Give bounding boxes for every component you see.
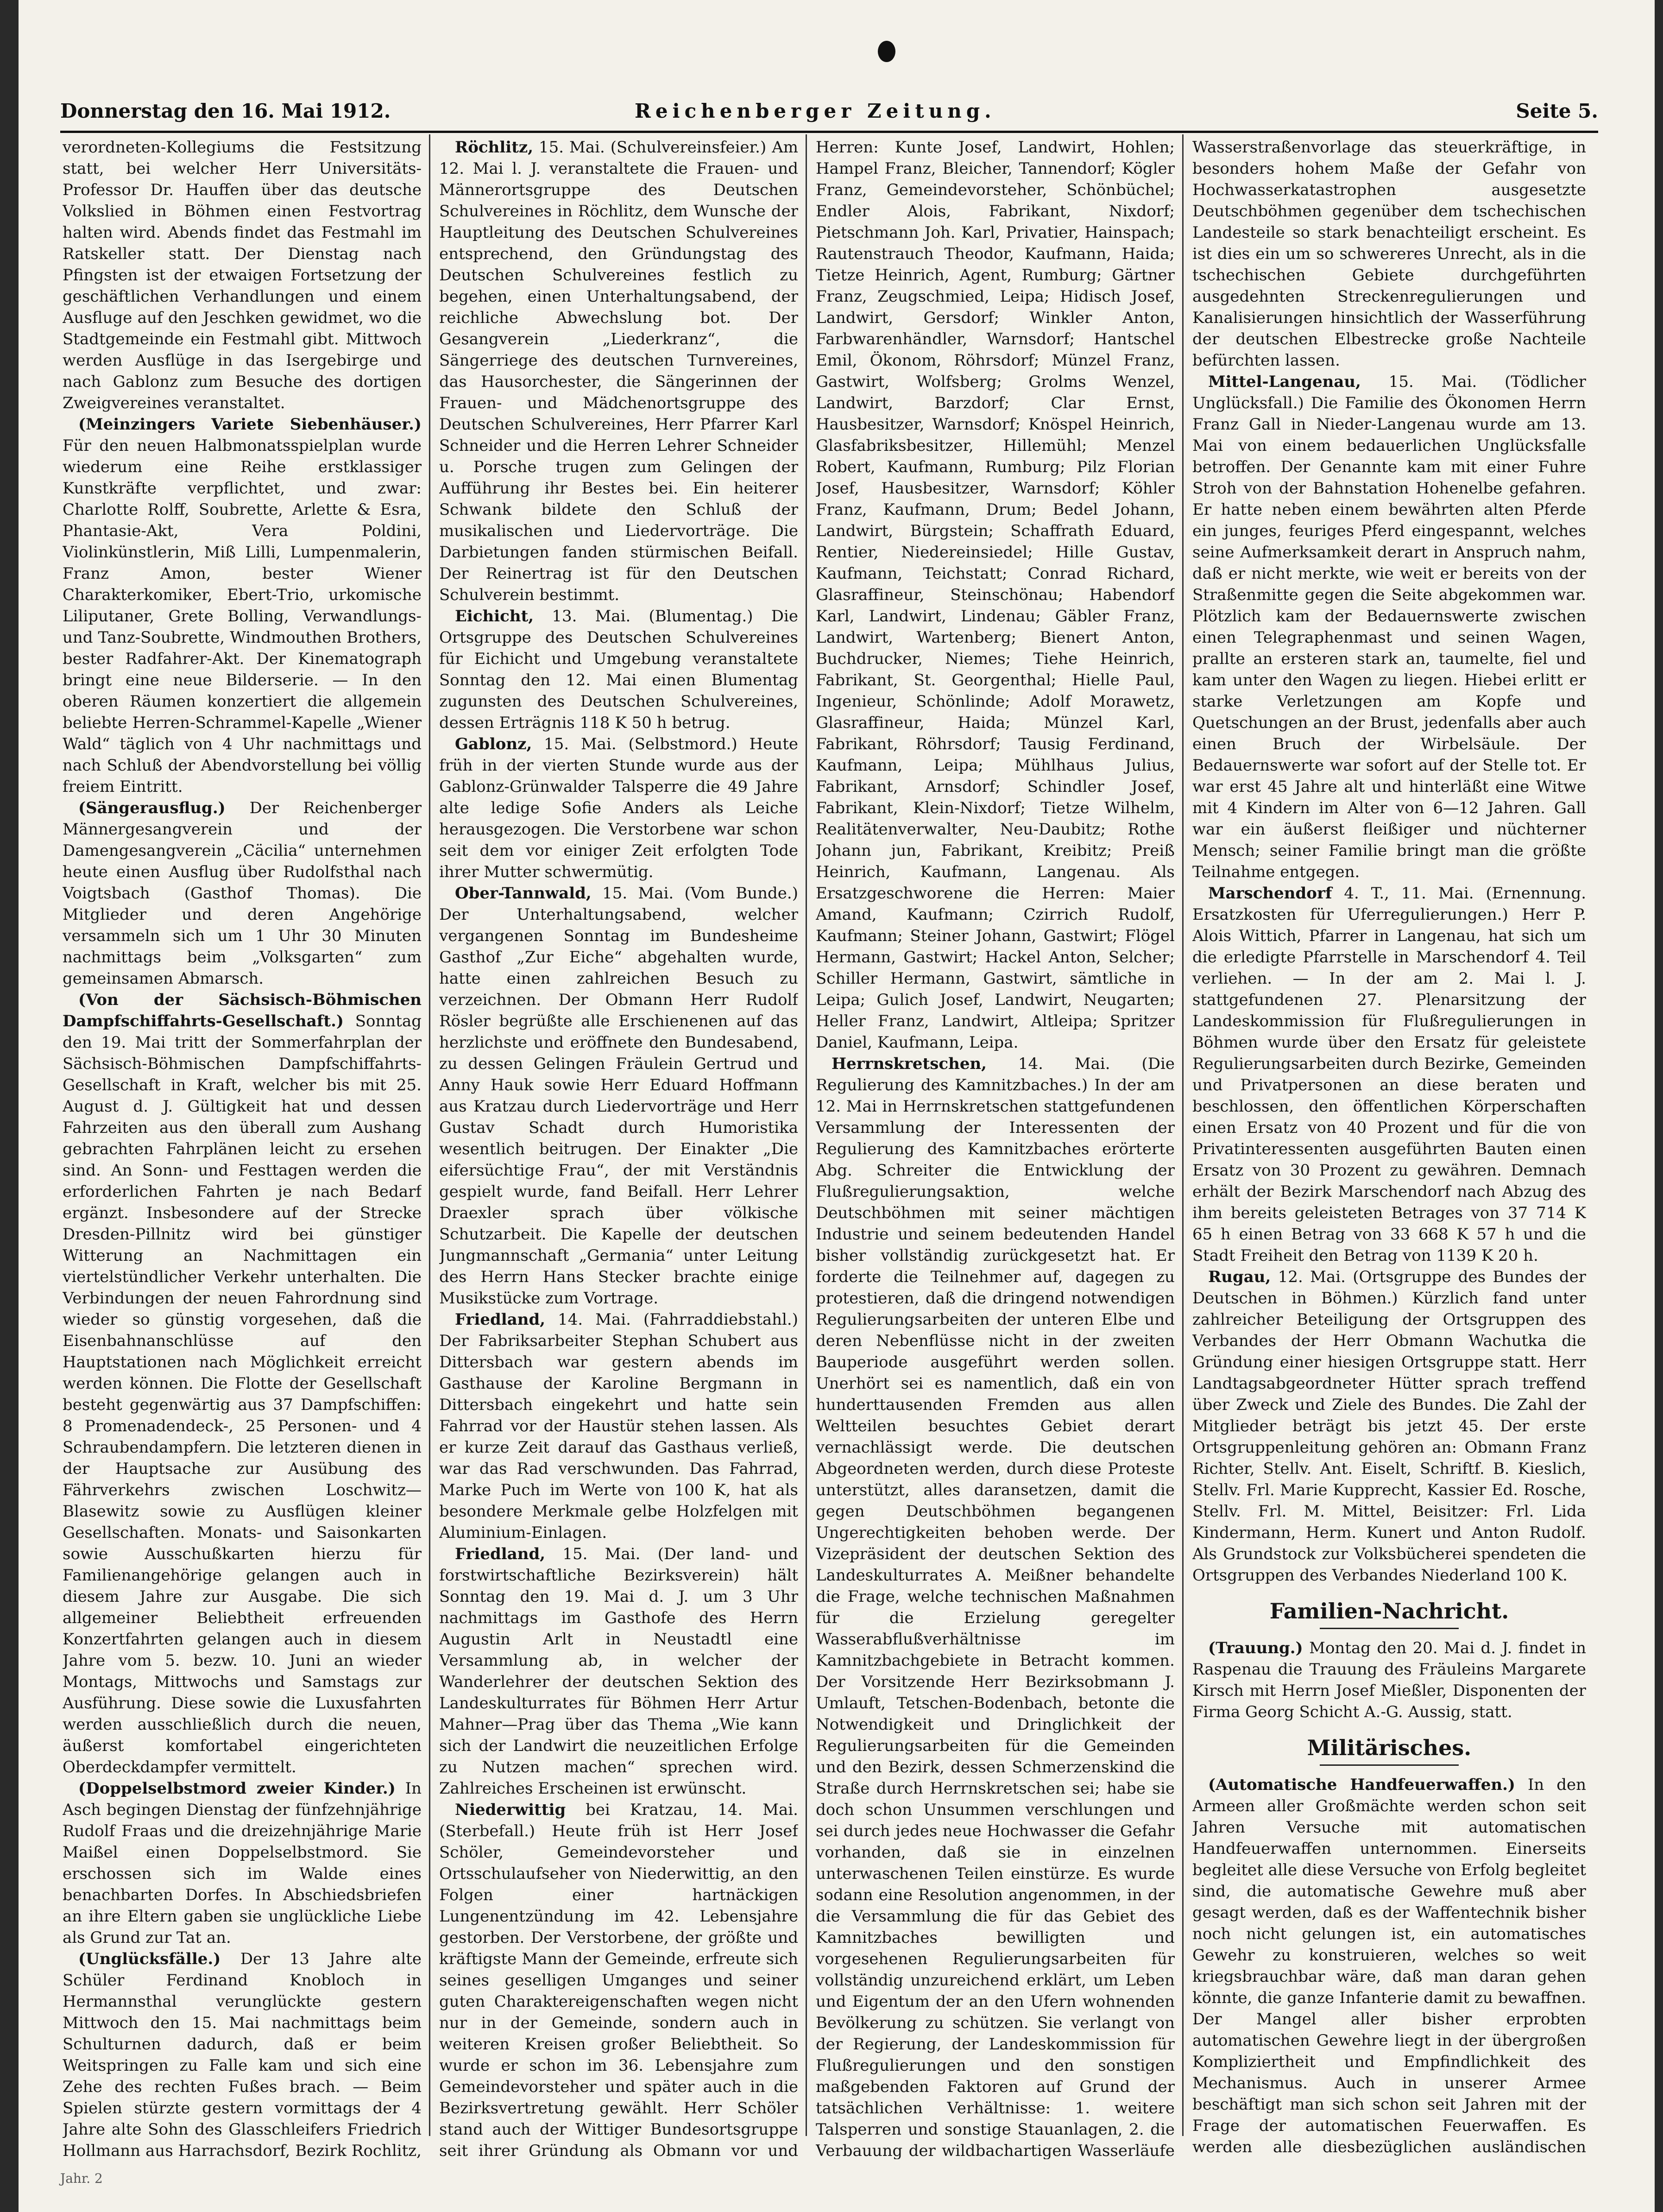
column-2 xyxy=(439,137,798,2159)
article-text: 14. Mai. (Die Regulierung des Kamnitzbaches.) In der am 12. Mai in Herrnskretschen stattgefundenen Versammlung der Interessenten der Regulierung des Kamnitzbaches erörterte Abg. Schreiter die Entwicklung der Flußregulierungsaktion, welche Deutschböhmen mit seiner mächtigen Industrie und seinem bedeutenden Handel bisher vollständig zurückgesetzt hat. Er forderte die Teilnehmer auf, dagegen zu protestieren, daß die dringend notwendigen Regulierungsarbeiten der unteren Elbe und deren Nebenflüsse nicht in der zweiten Bauperiode ausgeführt werden sollen. Unerhört sei es namentlich, daß ein von hunderttausenden Fremden aus allen Weltteilen besuchtes Gebiet derart vernachlässigt werde. Die deutschen Abgeordneten werden, durch diese Proteste unterstützt, alles daransetzen, damit die gegen Deutschböhmen begangenen Ungerechtigkeiten behoben werde. Der Vizepräsident der deutschen Sektion des Landeskulturrates A. Meißner behandelte die Frage, welche technischen Maßnahmen für die Erzielung geregelter Wasserabflußverhältnisse im Kamnitzbachgebiete in Betracht kommen. Der Vorsitzende Herr Bezirksobmann J. Umlauft, Tetschen-Bodenbach, betonte die Notwendigkeit und Dringlichkeit der Regulierungsarbeiten für die Gemeinden und den Bezirk, dessen Schmerzenskind die Straße durch Herrnskretschen sei; habe sie doch schon Unsummen verschlungen und sei durch jedes neue Hochwasser die Gefahr vorhanden, daß sie in einzelnen unterwaschenen Teilen einstürze. Es wurde sodann eine Resolution angenommen, in der die Versammlung die für das Gebiet des Kamnitzbaches bewilligten und vorgesehenen Regulierungsarbeiten für vollständig unzureichend erklärt, um Leben und Eigentum der an den Ufern wohnenden Bevölkerung zu schützen. Sie verlangt von der Regierung, der Landeskommission für Flußregulierungen und den sonstigen maßgebenden Faktoren auf Grund der tatsächlichen Verhältnisse: 1. weitere Talsperren und sonstige Stauanlagen, 2. die Verbauung der wildbachartigen Wasserläufe xyxy=(816,1055,1175,2159)
article xyxy=(439,1309,798,1543)
column-separator xyxy=(806,134,807,2136)
article-text: 12. Mai. (Ortsgruppe des Bundes der Deutschen in Böhmen.) Kürzlich fand unter zahlreicher Beteiligung der Ortsgruppen des Verbandes der Herr Obmann Wachutka die Gründung einer hiesigen Ortsgruppe statt. Herr Landtagsabgeordneter Hütter sprach treffend über Zweck und Ziele des Bundes. Die Zahl der Mitglieder beträgt bis jetzt 45. Der erste Ortsgruppenleitung gehören an: Obmann Franz Richter, Stellv. Ant. Eiselt, Schriftf. B. Kieslich, Stellv. Frl. Marie Kupprecht, Kassier Ed. Rosche, Stellv. Frl. M. Mittel, Beisitzer: Frl. Lida Kindermann, Herm. Kunert und Anton Rudolf. Als Grundstock zur Volksbücherei spendeten die Ortsgruppen des Verbandes Niederland 100 K. xyxy=(1192,1268,1586,1585)
section-heading-family: Familien-Nachricht. xyxy=(1192,1598,1586,1629)
article-title: (Meinzingers Variete Siebenhäuser.) xyxy=(78,415,422,434)
scan-left-edge xyxy=(0,0,19,2212)
article-text: In Asch begingen Dienstag der fünfzehnjährige Rudolf Fraas und die dreizehnjährige Marie Maißel einen Doppelselbstmord. Sie erschossen sich im Walde eines benachbarten Dorfes. In Abschiedsbriefen an ihre Eltern gaben sie unglückliche Liebe als Grund zur Tat an. xyxy=(63,1779,422,1947)
article-title: Niederwittig xyxy=(455,1801,566,1819)
article xyxy=(439,883,798,1309)
article-text: Für den neuen Halbmonatsspielplan wurde wiederum eine Reihe erstklassiger Kunstkräfte verpflichtet, und zwar: Charlotte Rolff, Soubrette, Arlette & Esra, Phantasie-Akt, Vera Poldini, Violinkünstlerin, Miß Lilli, Lumpenmalerin, Franz Amon, bester Wiener Charakterkomiker, Ebert-Trio, urkomische Liliputaner, Grete Bolling, Verwandlungs- und Tanz-Soubrette, Windmouthen Brothers, bester Radfahrer-Akt. Der Kinematograph bringt eine neue Bilderserie. — In den oberen Räumen konzertiert die allgemein beliebte Herren-Schrammel-Kapelle „Wiener Wald“ täglich von 4 Uhr nachmittags und nach Schluß der Abendvorstellung bei völlig freiem Eintritt. xyxy=(63,436,422,796)
article-title: (Unglücksfälle.) xyxy=(78,1950,221,1968)
article xyxy=(63,1778,422,1948)
column-4-articles xyxy=(1192,137,1586,1586)
article-title: Ober-Tannwald, xyxy=(455,884,592,903)
section-heading-military: Militärisches. xyxy=(1192,1735,1586,1766)
page-header xyxy=(60,100,1598,132)
column-separator xyxy=(1182,134,1184,2136)
section-rule xyxy=(1320,1764,1459,1766)
article-title: (Von der Sächsisch-Böhmischen Dampfschiffahrts-Gesellschaft.) xyxy=(63,991,422,1030)
column-4 xyxy=(1192,137,1586,2159)
article-title: Gablonz, xyxy=(455,735,532,753)
article xyxy=(439,733,798,883)
article-text: Wasserstraßenvorlage das steuerkräftige, in besonders hohem Maße der Gefahr von Hochwasserkatastrophen ausgesetzte Deutschböhmen gegenüber dem tschechischen Landesteile so stark benachteiligt erscheint. Es ist dies ein um so schwereres Unrecht, als in die tschechischen Gebiete durchgeführten ausgedehnten Streckenregulierungen und Kanalisierungen hinsichtlich der Wasserführung der deutschen Elbestrecke große Nachteile befürchten lassen. xyxy=(1192,138,1586,370)
article-title: Marschendorf xyxy=(1208,884,1332,903)
article-text: verordneten-Kollegiums die Festsitzung statt, bei welcher Herr Universitäts-Professor Dr. Hauffen über das deutsche Volkslied in Böhmen einen Festvortrag halten wird. Abends findet das Festmahl im Ratskeller statt. Der Dienstag nach Pfingsten ist der etwaigen Fortsetzung der geschäftlichen Verhandlungen und einem Ausfluge auf den Jeschken gewidmet, wo die Stadtgemeinde ein Festmahl gibt. Mittwoch werden Ausflüge in das Isergebirge und nach Gablonz zum Besuche des dortigen Zweigvereines veranstaltet. xyxy=(63,138,422,412)
article-title: Friedland, xyxy=(455,1545,546,1563)
article-text: 4. T., 11. Mai. (Ernennung. Ersatzkosten für Uferregulierungen.) Herr P. Alois Wittich, Pfarrer in Langenau, hat sich um die erledigte Pfarrstelle in Marschendorf 4. Teil verliehen. — In der am 2. Mai l. J. stattgefundenen 27. Plenarsitzung der Landeskommission für Flußregulierungen in Böhmen wurde über den Ersatz für geleistete Regulierungsarbeiten durch Bezirke, Gemeinden und Privatpersonen an diese beraten und beschlossen, den öffentlichen Körperschaften einen Ersatz von 40 Prozent und für die von Privatinteressenten ausgeführten Bauten einen Ersatz von 30 Prozent zu gewähren. Demnach erhält der Bezirk Marschendorf nach Abzug des ihm bereits geleisteten Betrages von 37 714 K 65 h einen Betrag von 33 668 K 57 h und die Stadt Freiheit den Betrag von 1139 K 20 h. xyxy=(1192,884,1586,1265)
article xyxy=(1192,137,1586,371)
article-text: Der Reichenberger Männergesangverein und der Damengesangverein „Cäcilia“ unternehmen heute einen Ausflug über Rudolfsthal nach Voigtsbach (Gasthof Thomas). Die Mitglieder und deren Angehörige versammeln sich um 1 Uhr 30 Minuten nachmittags beim „Volksgarten“ zum gemeinsamen Abmarsch. xyxy=(63,799,422,988)
article-title: Rugau, xyxy=(1208,1268,1271,1286)
article xyxy=(1192,371,1586,883)
article xyxy=(63,797,422,989)
article-text: 13. Mai. (Blumentag.) Die Ortsgruppe des Deutschen Schulvereines für Eichicht und Umgebung veranstaltete Sonntag den 12. Mai einen Blumentag zugunsten des Deutschen Schulvereines, dessen Erträgnis 118 K 50 h betrug. xyxy=(439,607,798,732)
article xyxy=(439,1543,798,1799)
newspaper-title: Reichenberger Zeitung. xyxy=(635,100,996,122)
article-title: (Doppelselbstmord zweier Kinder.) xyxy=(78,1779,396,1798)
article xyxy=(63,1948,422,2159)
article-title: (Automatische Handfeuerwaffen.) xyxy=(1208,1776,1516,1794)
article-title: Herrnskretschen, xyxy=(832,1055,987,1073)
article xyxy=(63,414,422,797)
article-text: 15. Mai. (Der land- und forstwirtschaftliche Bezirksverein) hält Sonntag den 19. Mai d. J. um 3 Uhr nachmittags im Gasthofe des Herrn Augustin Arlt in Neustadtl eine Versammlung ab, in welcher der Wanderlehrer der deutschen Sektion des Landeskulturrates für Böhmen Herr Artur Mahner—Prag über das Thema „Wie kann sich der Landwirt die neuzeitlichen Erfolge zu Nutzen machen“ sprechen wird. Zahlreiches Erscheinen ist erwünscht. xyxy=(439,1545,798,1798)
article-title: (Trauung.) xyxy=(1208,1639,1303,1657)
column-separator xyxy=(429,134,430,2136)
article xyxy=(439,137,798,606)
section-rule xyxy=(1320,1628,1459,1629)
article-text: Herren: Kunte Josef, Landwirt, Hohlen; Hampel Franz, Bleicher, Tannendorf; Kögler Franz, Gemeindevorsteher, Schönbüchel; Endler Alois, Fabrikant, Nixdorf; Pietschmann Joh. Karl, Privatier, Hainspach; Rautenstrauch Theodor, Kaufmann, Haida; Tietze Heinrich, Agent, Rumburg; Gärtner Franz, Zeugschmied, Leipa; Hidisch Josef, Landwirt, Gersdorf; Winkler Anton, Farbwarenhändler, Warnsdorf; Hantschel Emil, Ökonom, Röhrsdorf; Münzel Franz, Gastwirt, Wolfsberg; Grolms Wenzel, Landwirt, Barzdorf; Clar Ernst, Hausbesitzer, Warnsdorf; Knöspel Heinrich, Glasfabriksbesitzer, Hillemühl; Menzel Robert, Kaufmann, Rumburg; Pilz Florian Josef, Hausbesitzer, Warnsdorf; Köhler Franz, Kaufmann, Drum; Bedel Johann, Landwirt, Bürgstein; Schaffrath Eduard, Rentier, Niedereinsiedel; Hille Gustav, Kaufmann, Teichstatt; Conrad Richard, Glasraffineur, Steinschönau; Habendorf Karl, Landwirt, Lindenau; Gäbler Franz, Landwirt, Wartenberg; Bienert Anton, Buchdrucker, Niemes; Tiehe Heinrich, Fabrikant, St. Georgenthal; Hielle Paul, Ingenieur, Schönlinde; Adolf Morawetz, Glasraffineur, Haida; Münzel Karl, Fabrikant, Röhrsdorf; Tausig Ferdinand, Kaufmann, Leipa; Mühlhaus Julius, Fabrikant, Arnsdorf; Schindler Josef, Fabrikant, Klein-Nixdorf; Tietze Wilhelm, Realitätenverwalter, Neu-Daubitz; Rothe Johann jun, Fabrikant, Kreibitz; Preiß Heinrich, Kaufmann, Langenau. Als Ersatzgeschworene die Herren: Maier Amand, Kaufmann; Czirrich Rudolf, Kaufmann; Steiner Johann, Gastwirt; Flögel Hermann, Gastwirt; Hackel Anton, Selcher; Schiller Hermann, Gastwirt, sämtliche in Leipa; Gulich Josef, Landwirt, Neugarten; Heller Franz, Landwirt, Altleipa; Spritzer Daniel, Kaufmann, Leipa. xyxy=(816,138,1175,1052)
article xyxy=(63,137,422,414)
article xyxy=(1192,883,1586,1266)
article-title: Röchlitz, xyxy=(455,138,534,157)
article-text: Sonntag den 19. Mai tritt der Sommerfahrplan der Sächsisch-Böhmischen Dampfschiffahrts-Gesellschaft in Kraft, welcher bis mit 25. August d. J. Gültigkeit hat und dessen Fahrzeiten aus den überall zum Aushang gebrachten Fahrplänen leicht zu ersehen sind. An Sonn- und Festtagen werden die erforderlichen Fahrten je nach Bedarf ergänzt. Insbesondere auf der Strecke Dresden-Pillnitz wird bei günstiger Witterung an Nachmittagen ein viertelstündlicher Verkehr unterhalten. Die Verbindungen der neuen Fahrordnung sind wieder so günstig vorgesehen, daß die Eisenbahnanschlüsse auf den Hauptstationen nach Möglichkeit erreicht werden können. Die Flotte der Gesellschaft besteht gegenwärtig aus 37 Dampfschiffen: 8 Promenadendeck-, 25 Personen- und 4 Schraubendampfern. Die letzteren dienen in der Hauptsache zur Ausübung des Fährverkehrs zwischen Loschwitz—Blasewitz sowie zu Ausflügen kleiner Gesellschaften. Monats- und Saisonkarten sowie Ausschußkarten hierzu für Familienangehörige gelangen auch in diesem Jahre zur Ausgabe. Die sich allgemeiner Beliebtheit erfreuenden Konzertfahrten gelangen auch in diesem Jahre vom 5. bezw. 10. Juni an wieder Montags, Mittwochs und Samstags zur Ausführung. Diese sowie die Luxusfahrten werden ausschließlich durch die neuen, äußerst komfortabel eingerichteten Oberdeckdampfer vermittelt. xyxy=(63,1012,422,1776)
article-text: Der 13 Jahre alte Schüler Ferdinand Knobloch in Hermannsthal verunglückte gestern Mittwoch den 15. Mai nachmittags beim Schulturnen dadurch, daß er beim Weitspringen zu Falle kam und sich eine Zehe des rechten Fußes brach. — Beim Spielen stürzte gestern vormittags der 4 Jahre alte Sohn des Glasschleifers Friedrich Hollmann aus Harrachsdorf, Bezirk Rochlitz, xyxy=(63,1950,422,2159)
article-military xyxy=(1192,1774,1586,2159)
article xyxy=(63,989,422,1778)
page-footer: Jahr. 2 xyxy=(60,2171,103,2186)
article-text: 15. Mai. (Selbstmord.) Heute früh in der vierten Stunde wurde aus der Gablonz-Grünwalder Talsperre die 49 Jahre alte ledige Sofie Anders als Leiche herausgezogen. Die Verstorbene war schon seit dem vor einiger Zeit erfolgten Tode ihrer Mutter schwermütig. xyxy=(439,735,798,881)
article-text: 15. Mai. (Tödlicher Unglücksfall.) Die Familie des Ökonomen Herrn Franz Gall in Nieder-Langenau wurde am 13. Mai von einem bedauerlichen Unglücksfalle betroffen. Der Genannte kam mit einer Fuhre Stroh von der Bahnstation Hohenelbe gefahren. Er hatte neben einem bewährten alten Pferde ein junges, feuriges Pferd eingespannt, welches seine Aufmerksamkeit derart in Anspruch nahm, daß er nicht merkte, wie weit er bereits von der Straßenmitte gegen die Seite abgekommen war. Plötzlich kam der Bedauernswerte zwischen einen Telegraphenmast und seinen Wagen, prallte an ersteren stark an, taumelte, fiel und kam unter den Wagen zu liegen. Hiebei erlitt er starke Verletzungen am Kopfe und Quetschungen an der Brust, jedenfalls aber auch einen Bruch der Wirbelsäule. Der Bedauernswerte war sofort auf der Stelle tot. Er war erst 45 Jahre alt und hinterläßt eine Witwe mit 4 Kindern im Alter von 6—12 Jahren. Gall war ein äußerst fleißiger und nüchterner Mensch; seiner Familie bringt man die größte Teilnahme entgegen. xyxy=(1192,373,1586,881)
page-number: Seite 5. xyxy=(1516,100,1598,122)
article xyxy=(816,1053,1175,2159)
article xyxy=(816,137,1175,1053)
article-title: Mittel-Langenau, xyxy=(1208,373,1361,391)
article-title: Eichicht, xyxy=(455,607,534,626)
column-1 xyxy=(63,137,422,2159)
article-text: 15. Mai. (Schulvereinsfeier.) Am 12. Mai l. J. veranstaltete die Frauen- und Männerortsgruppe des Deutschen Schulvereines in Röchlitz, dem Wunsche der Hauptleitung des Deutschen Schulvereines entsprechend, den Gründungstag des Deutschen Schulvereines festlich zu begehen, einen Unterhaltungsabend, der reichliche Abwechslung bot. Der Gesangverein „Liederkranz“, die Sängerriege des deutschen Turnvereines, das Hausorchester, die Sängerinnen der Frauen- und Mädchenortsgruppe des Deutschen Schulvereines, Herr Pfarrer Karl Schneider und die Herren Lehrer Schneider u. Porsche trugen zum Gelingen der Aufführung ihr Bestes bei. Ein heiterer Schwank bildete den Schluß der musikalischen und Liedervorträge. Die Darbietungen fanden stürmischen Beifall. Der Reinertrag ist für den Deutschen Schulverein bestimmt. xyxy=(439,138,798,604)
article-family xyxy=(1192,1637,1586,1723)
column-3 xyxy=(816,137,1175,2159)
article-title: Friedland, xyxy=(455,1310,546,1329)
article-text: In den Armeen aller Großmächte werden schon seit Jahren Versuche mit automatischen Handfeuerwaffen unternommen. Einerseits begleitet alle diese Versuche von Erfolg begleitet sind, die automatische Gewehre muß aber gesagt werden, daß es der Waffentechnik bisher noch nicht gelungen ist, ein automatisches Gewehr zu konstruieren, welches so weit kriegsbrauchbar wäre, daß man daran gehen könnte, die ganze Infanterie damit zu bewaffnen. Der Mangel aller bisher erprobten automatischen Gewehre liegt in der übergroßen Kompliziertheit und Empfindlichkeit des Mechanismus. Auch in unserer Armee beschäftigt man sich schon seit Jahren mit der Frage der automatischen Feuerwaffen. Es werden alle diesbezüglichen ausländischen xyxy=(1192,1776,1586,2156)
article xyxy=(1192,1266,1586,1586)
article xyxy=(439,606,798,733)
article-text: bei Kratzau, 14. Mai. (Sterbefall.) Heute früh ist Herr Josef Schöler, Gemeindevorsteher und Ortsschulaufseher von Niederwittig, an den Folgen einer hartnäckigen Lungenentzündung im 42. Lebensjahre gestorben. Der Verstorbene, der größte und kräftigste Mann der Gemeinde, erfreute sich seines geselligen Umganges und seiner guten Charaktereigenschaften wegen nicht nur in der Gemeinde, sondern auch in weiteren Kreisen großer Beliebtheit. So wurde er schon im 36. Lebensjahre zum Gemeindevorsteher und später auch in die Bezirksvertretung gewählt. Herr Schöler stand auch der Wittiger Bundesortsgruppe seit ihrer Gründung als Obmann vor und xyxy=(439,1801,798,2159)
article-text: 15. Mai. (Vom Bunde.) Der Unterhaltungsabend, welcher vergangenen Sonntag im Bundesheime Gasthof „Zur Eiche“ abgehalten wurde, hatte einen zahlreichen Besuch zu verzeichnen. Der Obmann Herr Rudolf Rösler begrüßte alle Erschienenen auf das herzlichste und eröffnete den Bundesabend, zu dessen Gelingen Fräulein Gertrud und Anny Hauk sowie Herr Eduard Hoffmann aus Kratzau durch Liedervorträge und Herr Gustav Schadt durch Humoristika wesentlich beitrugen. Der Einakter „Die eifersüchtige Frau“, der mit Verständnis gespielt wurde, fand Beifall. Herr Lehrer Draexler sprach über völkische Schutzarbeit. Die Kapelle der deutschen Jungmannschaft „Germania“ unter Leitung des Herrn Hans Stecker brachte einige Musikstücke zum Vortrage. xyxy=(439,884,798,1308)
article-text: 14. Mai. (Fahrraddiebstahl.) Der Fabriksarbeiter Stephan Schubert aus Dittersbach war gestern abends im Gasthause der Karoline Bergmann in Dittersbach eingekehrt und hatte sein Fahrrad vor der Haustür stehen lassen. Als er kurze Zeit darauf das Gasthaus verließ, war das Rad verschwunden. Das Fahrrad, Marke Puch im Werte von 100 K, hat als besondere Merkmale gelbe Holzfelgen mit Aluminium-Einlagen. xyxy=(439,1310,798,1542)
ink-blot xyxy=(878,41,895,62)
article-text: Montag den 20. Mai d. J. findet in Raspenau die Trauung des Fräuleins Margarete Kirsch mit Herrn Josef Mießler, Disponenten der Firma Georg Schicht A.-G. Aussig, statt. xyxy=(1192,1639,1586,1721)
header-rule xyxy=(60,131,1598,133)
scan-right-edge xyxy=(1655,0,1663,2212)
article xyxy=(439,1799,798,2159)
header-date: Donnerstag den 16. Mai 1912. xyxy=(60,100,391,122)
article-title: (Sängerausflug.) xyxy=(78,799,226,817)
